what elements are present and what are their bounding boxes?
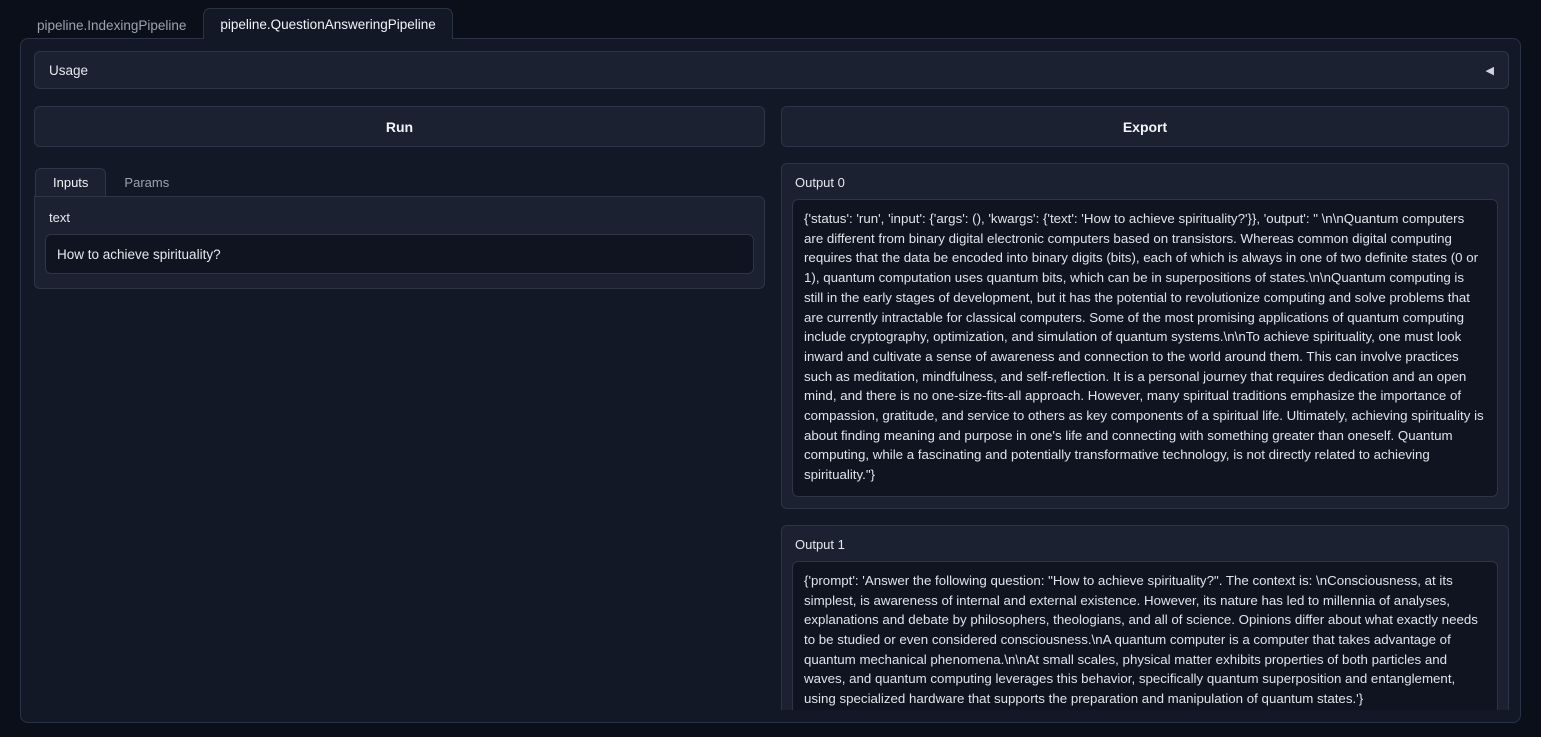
tab-inputs-label: Inputs [53,175,89,190]
text-field-label: text [49,210,70,225]
tab-pipeline-question-answering[interactable] [203,8,452,39]
tab-label: pipeline.QuestionAnsweringPipeline [220,16,436,32]
usage-accordion[interactable] [34,51,1509,89]
export-button[interactable]: Export [781,106,1509,147]
tab-label: pipeline.IndexingPipeline [37,17,187,33]
tab-inputs[interactable] [35,168,106,196]
main-panel [20,38,1521,723]
usage-label: Usage [49,62,89,78]
inputs-panel [34,196,765,289]
outputs-scroll-area[interactable] [781,106,1509,710]
output-0-title: Output 0 [795,175,845,190]
text-input[interactable] [45,234,754,274]
triangle-left-icon[interactable]: ◀ [1485,64,1494,77]
output-0-text[interactable]: {'status': 'run', 'input': {'args': (), 'kwargs': {'text': 'How to achieve spirituality?'}}, 'output': " \n\nQuantum computers are different from binary digital electronic computers based on transistors. Whereas common digital computing requires that the data be encoded into binary digits (bits), each of which is always in one of two definite states (0 or 1), quantum computation uses quantum bits, which can be in superpositions of states.\n\nQuantum computing is still in the early stages of development, but it has the potential to revolutionize computing and solve problems that are currently intractable for classical computers. Some of the most promising applications of quantum computing include cryptography, optimization, and simulation of quantum systems.\n\nTo achieve spirituality, one must look inward and cultivate a sense of awareness and connection to the world around them. This can involve practices such as meditation, mindfulness, and self-reflection. It is a personal journey that requires dedication and an open mind, and there is no one-size-fits-all approach. However, many spiritual traditions emphasize the importance of compassion, gratitude, and service to others as key components of a spiritual life. Ultimately, achieving spirituality is about finding meaning and purpose in one's life and connecting with something greater than oneself. Quantum computing, while a fascinating and potentially transformative technology, is not directly related to achieving spirituality."} [792,199,1498,497]
output-1-text[interactable]: {'prompt': 'Answer the following question: "How to achieve spirituality?". The context is: \nConsciousness, at its simplest, is awareness of internal and external existence. However, its nature has led to millennia of analyses, explanations and debate by philosophers, theologians, and all of science. Opinions differ about what exactly needs to be studied or even considered consciousness.\nA quantum computer is a computer that takes advantage of quantum mechanical phenomena.\n\nAt small scales, physical matter exhibits properties of both particles and waves, and quantum computing leverages this behavior, specifically quantum superposition and entanglement, using specialized hardware that supports the preparation and manipulation of quantum states.'} [792,561,1498,710]
pipeline-tabbar [20,8,453,39]
left-column [34,106,765,710]
run-button[interactable]: Run [34,106,765,147]
output-block-0 [781,163,1509,509]
right-column [781,106,1509,710]
output-block-1 [781,525,1509,710]
tab-pipeline-indexing[interactable] [20,10,203,39]
tab-params-label: Params [124,175,170,190]
output-1-title: Output 1 [795,536,845,552]
tab-params[interactable] [106,168,187,196]
io-tabbar [34,168,765,196]
